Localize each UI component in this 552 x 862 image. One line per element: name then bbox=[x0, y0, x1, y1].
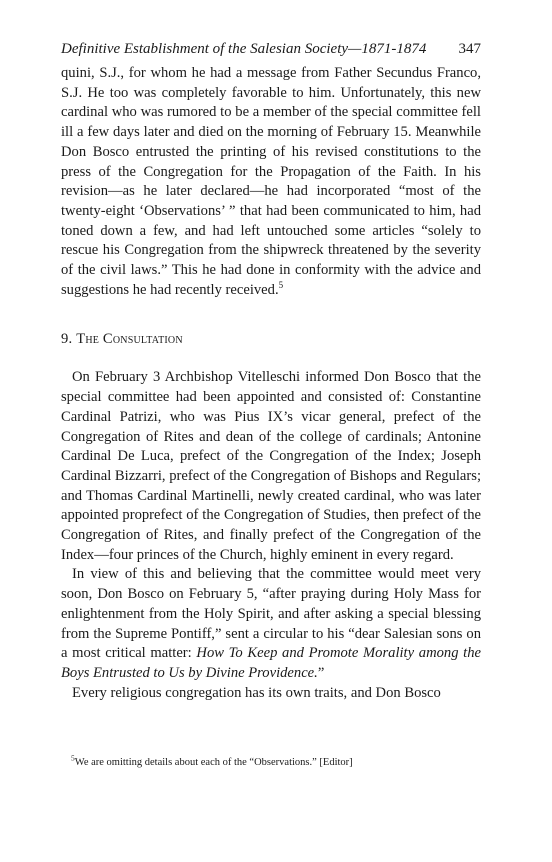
closing-quote: ” bbox=[317, 664, 325, 681]
paragraph-3-text: In view of this and believing that the committee would meet very soon, Don Bosco on February 5, “after praying during Holy Mass for enlightenment from the Holy Spirit, and after asking a special blessing from the Supreme Pontiff,” sent a circular to his “dear Salesian sons on a most critical matter: bbox=[61, 566, 481, 662]
paragraph-1 bbox=[61, 64, 481, 300]
footnote-reference[interactable]: 5 bbox=[278, 279, 284, 290]
section-heading bbox=[61, 330, 481, 349]
running-head bbox=[61, 40, 481, 59]
running-title: Definitive Establishment of the Salesian Society—1871-1874 bbox=[61, 41, 427, 57]
section-number: 9. bbox=[61, 331, 73, 348]
paragraph-3 bbox=[61, 565, 481, 683]
section-title: The Consultation bbox=[76, 331, 183, 348]
footnote bbox=[71, 753, 481, 770]
page-number: 347 bbox=[458, 41, 481, 57]
circular-title: How To Keep and Promote Morality among the Boys Entrusted to Us by Divine Providence. bbox=[61, 645, 481, 681]
body-text bbox=[61, 64, 481, 703]
book-page bbox=[61, 40, 481, 703]
paragraph-2: On February 3 Archbishop Vitelleschi informed Don Bosco that the special committee had been appointed and consisted of: Constantine Cardinal Patrizi, who was Pius IX’s vicar general, prefect of the Congregation of Rites and dean of the college of cardinals; Antonine Cardinal De Luca, prefect of the Congregation of the Index; Joseph Cardinal Bizzarri, prefect of the Congregation of Bishops and Regulars; and Thomas Cardinal Martinelli, newly created cardinal, who was later appointed proprefect of the Congregation of Studies, then prefect of the Congregation of Rites, and finally prefect of the Congregation of the Index—four princes of the Church, highly eminent in every regard. bbox=[61, 369, 481, 563]
paragraph-4: Every religious congregation has its own traits, and Don Bosco bbox=[72, 684, 441, 701]
paragraph-1-text: quini, S.J., for whom he had a message from Father Secundus Franco, S.J. He too was completely favorable to him. Unfortunately, this new cardinal who was rumored to be a member of the special committee fell ill a few days later and died on the morning of February 15. Meanwhile Don Bosco entrusted the printing of his revised constitutions to the press of the Congregation for the Propagation of the Faith. In his revision—as he later declared—he had incorporated “most of the twenty-eight ‘Observations’ ” that had been communicated to him, had toned down a few, and had left untouched some articles “solely to rescue his Congregation from the shipwreck threatened by the severity of the civil laws.” This he had done in conformity with the advice and suggestions he had recently received. bbox=[61, 65, 481, 298]
footnote-text: We are omitting details about each of the “Observations.” [Editor] bbox=[74, 757, 353, 768]
footnote-mark: 5 bbox=[71, 753, 75, 763]
